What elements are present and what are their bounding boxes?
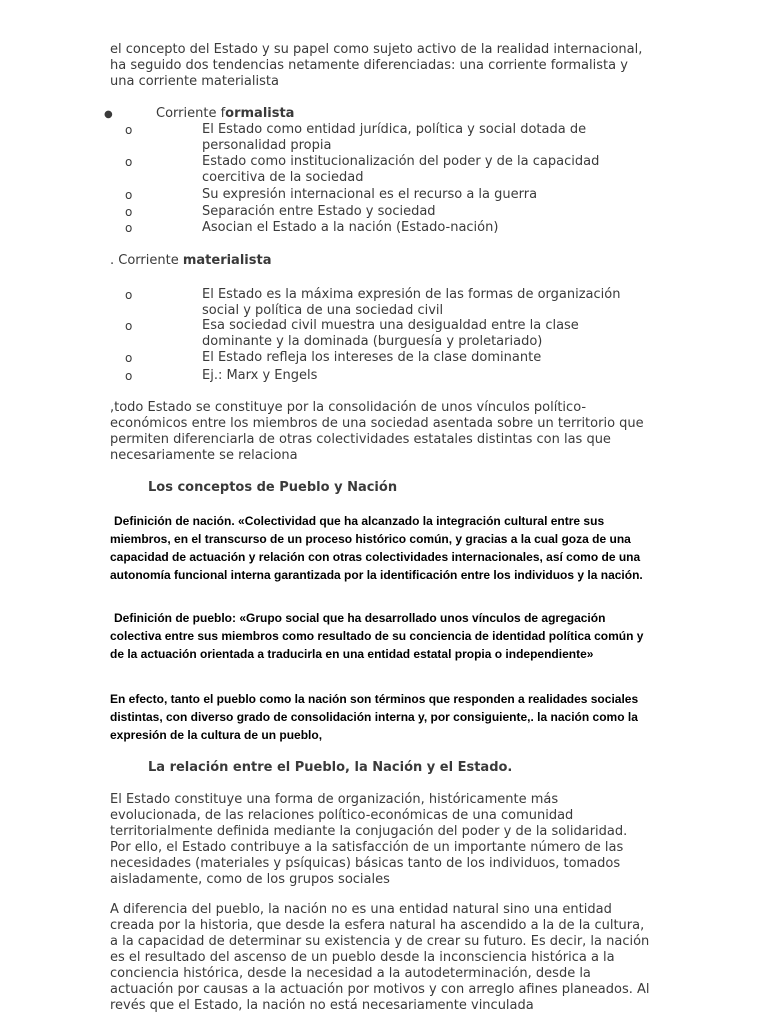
circle-bullet-icon: o [125, 123, 133, 137]
todo-estado-paragraph: ,todo Estado se constituye por la consolidación de unos vínculos político-económicos entre los miembros de una sociedad asentada sobre un territorio que permiten diferenciarla de otras colectividades estatales distintas con las que necesariamente se relaciona [110, 400, 644, 463]
circle-bullet-icon: o [125, 221, 133, 235]
list-item: El Estado es la máxima expresión de las formas de organización social y política de una sociedad civil [202, 287, 621, 318]
list-item: Separación entre Estado y sociedad [202, 204, 436, 219]
estado-constituye-paragraph: El Estado constituye una forma de organización, históricamente más evolucionada, de las relaciones político-económicas de una comunidad territorialmente definida mediante la conjugación del poder y de la solidaridad. Por ello, el Estado contribuye a la satisfacción de un importante número de las necesidades (materiales y psíquicas) básicas tanto de los individuos, tomados aisladamente, como de los grupos sociales [110, 792, 628, 887]
a-diferencia-paragraph: A diferencia del pueblo, la nación no es una entidad natural sino una entidad creada por la historia, que desde la esfera natural ha ascendido a la de la cultura, a la capacidad de determinar su existencia y de crear su futuro. Es decir, la nación es el resultado del ascenso de un pueblo desde la inconsciencia histórica a la conciencia histórica, desde la necesidad a la autodeterminación, desde la actuación por causas a la actuación por motivos y con arreglo afines planeados. Al revés que el Estado, la nación no está necesariamente vinculada [110, 902, 650, 1013]
list-item: El Estado como entidad jurídica, política y social dotada de personalidad propia [202, 122, 587, 153]
bullet-icon: ● [104, 109, 113, 120]
list-item: Esa sociedad civil muestra una desigualdad entre la clase dominante y la dominada (burguesía y proletariado) [202, 318, 579, 349]
definicion-pueblo: Definición de pueblo: «Grupo social que ha desarrollado unos vínculos de agregación colectiva entre sus miembros como resultado de su conciencia de identidad política común y de la actuación orientada a traducirla en una entidad estatal propia o independiente» [110, 611, 644, 661]
circle-bullet-icon: o [125, 155, 133, 169]
circle-bullet-icon: o [125, 351, 133, 365]
circle-bullet-icon: o [125, 319, 133, 333]
definicion-nacion: Definición de nación. «Colectividad que ha alcanzado la integración cultural entre sus miembros, en el transcurso de un proceso histórico común, y gracias a la cual goza de una capacidad de actuación y relación con otras colectividades internacionales, así como de una autonomía funcional interna garantizada por la identificación entre los individuos y la nación. [110, 514, 643, 582]
en-efecto-paragraph: En efecto, tanto el pueblo como la nación son términos que responden a realidades sociales distintas, con diverso grado de consolidación interna y, por consiguiente,. la nación como la expresión de la cultura de un pueblo, [110, 692, 639, 742]
circle-bullet-icon: o [125, 288, 133, 302]
materialista-heading: . Corriente materialista [110, 253, 272, 268]
section-heading-relacion: La relación entre el Pueblo, la Nación y el Estado. [148, 760, 513, 775]
list-item: Asocian el Estado a la nación (Estado-nación) [202, 220, 499, 235]
intro-paragraph: el concepto del Estado y su papel como sujeto activo de la realidad internacional, ha seguido dos tendencias netamente diferenciadas: una corriente formalista y una corriente materialista [110, 42, 643, 89]
section-heading-pueblo-nacion: Los conceptos de Pueblo y Nación [148, 480, 398, 495]
list-item: El Estado refleja los intereses de la clase dominante [202, 350, 542, 365]
formalista-heading: Corriente formalista [156, 106, 295, 121]
circle-bullet-icon: o [125, 205, 133, 219]
list-item: Estado como institucionalización del poder y de la capacidad coercitiva de la sociedad [202, 154, 600, 185]
list-item: Ej.: Marx y Engels [202, 368, 318, 383]
list-item: Su expresión internacional es el recurso a la guerra [202, 187, 538, 202]
circle-bullet-icon: o [125, 369, 133, 383]
circle-bullet-icon: o [125, 188, 133, 202]
